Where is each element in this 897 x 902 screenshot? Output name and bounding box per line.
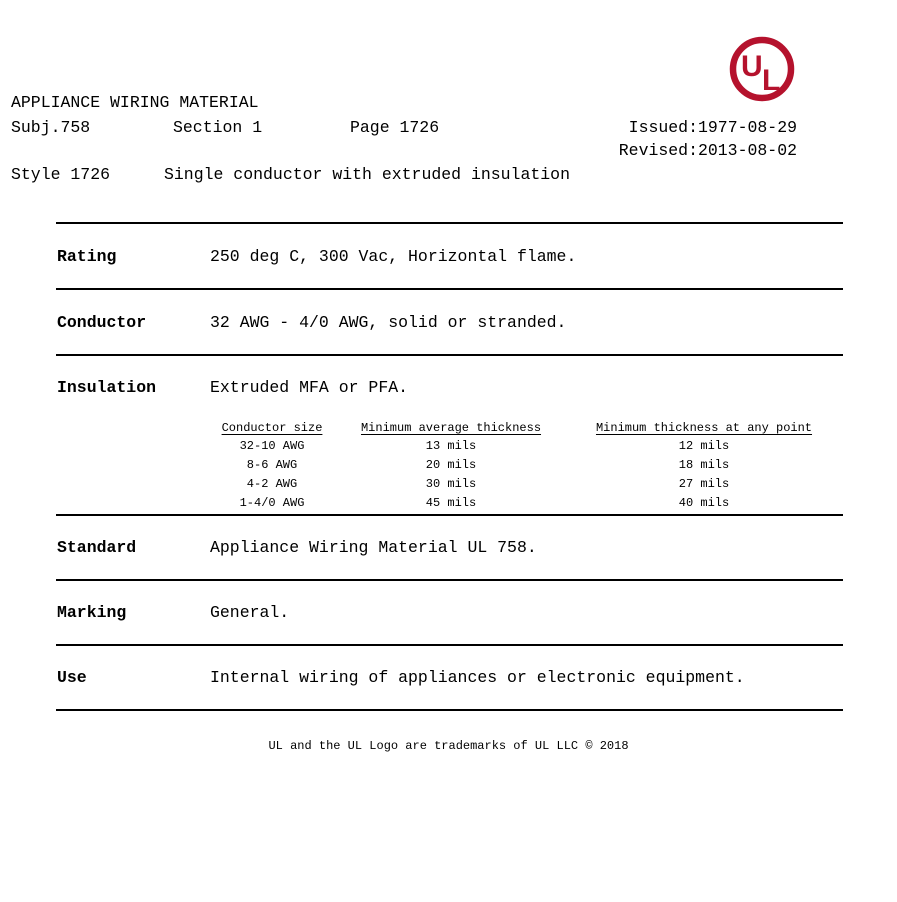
spec-label-insulation: Insulation [57, 377, 157, 397]
revised-date: Revised:2013-08-02 [618, 141, 797, 160]
spec-value-conductor: 32 AWG - 4/0 AWG, solid or stranded. [210, 312, 567, 332]
section-number: Section 1 [173, 118, 263, 137]
insulation-cell: 18 mils [678, 458, 730, 472]
ul-logo-letter-u: U [741, 50, 763, 83]
spec-row-use [56, 644, 843, 709]
insulation-cell: 27 mils [678, 477, 730, 491]
spec-label-rating: Rating [57, 246, 117, 266]
insulation-cell: 12 mils [678, 439, 730, 453]
spec-label-conductor: Conductor [57, 312, 147, 332]
spec-row-rating [56, 224, 843, 288]
spec-label-marking: Marking [57, 603, 127, 622]
insulation-cell: 8-6 AWG [246, 458, 298, 472]
ul-logo-icon [729, 36, 795, 102]
spec-value-standard: Appliance Wiring Material UL 758. [210, 538, 537, 557]
spec-label-standard: Standard [57, 538, 137, 557]
insulation-cell: 13 mils [425, 439, 477, 453]
trademark-notice: UL and the UL Logo are trademarks of UL LLC © 2018 [268, 739, 629, 753]
insulation-col-min-thickness-any-point [596, 421, 812, 513]
spec-row-marking [56, 579, 843, 644]
spec-value-use: Internal wiring of appliances or electronic equipment. [210, 668, 745, 687]
style-description: Single conductor with extruded insulation [164, 165, 570, 184]
insulation-col-header: Minimum average thickness [360, 421, 542, 435]
insulation-col-header: Conductor size [221, 421, 323, 435]
page-number: Page 1726 [350, 118, 440, 137]
spec-row-standard [56, 514, 843, 579]
document-meta-line [0, 119, 897, 137]
insulation-cell: 20 mils [425, 458, 477, 472]
insulation-cell: 32-10 AWG [239, 439, 305, 453]
style-line [0, 166, 897, 184]
style-number: Style 1726 [11, 165, 111, 184]
insulation-cell: 4-2 AWG [246, 477, 298, 491]
insulation-cell: 45 mils [425, 496, 477, 510]
issued-date: Issued:1977-08-29 [628, 118, 797, 137]
document-title: APPLIANCE WIRING MATERIAL [11, 93, 259, 112]
spec-row-conductor [56, 288, 843, 354]
spec-table [56, 222, 843, 711]
insulation-cell: 30 mils [425, 477, 477, 491]
spec-row-insulation [56, 354, 843, 514]
insulation-cell: 40 mils [678, 496, 730, 510]
spec-label-use: Use [57, 668, 87, 687]
insulation-col-conductor-size [222, 421, 323, 513]
subject-number: Subj.758 [11, 118, 91, 137]
spec-value-insulation: Extruded MFA or PFA. [210, 377, 409, 397]
insulation-heading [56, 377, 843, 397]
ul-logo-letter-l: L [762, 64, 781, 97]
insulation-col-min-avg-thickness [361, 421, 541, 513]
spec-value-marking: General. [210, 603, 290, 622]
ul-logo [729, 36, 795, 102]
insulation-col-header: Minimum thickness at any point [595, 421, 813, 435]
document-revised-line [0, 142, 897, 160]
insulation-cell: 1-4/0 AWG [239, 496, 305, 510]
spec-value-rating: 250 deg C, 300 Vac, Horizontal flame. [210, 246, 577, 266]
document-title-line [0, 94, 897, 112]
